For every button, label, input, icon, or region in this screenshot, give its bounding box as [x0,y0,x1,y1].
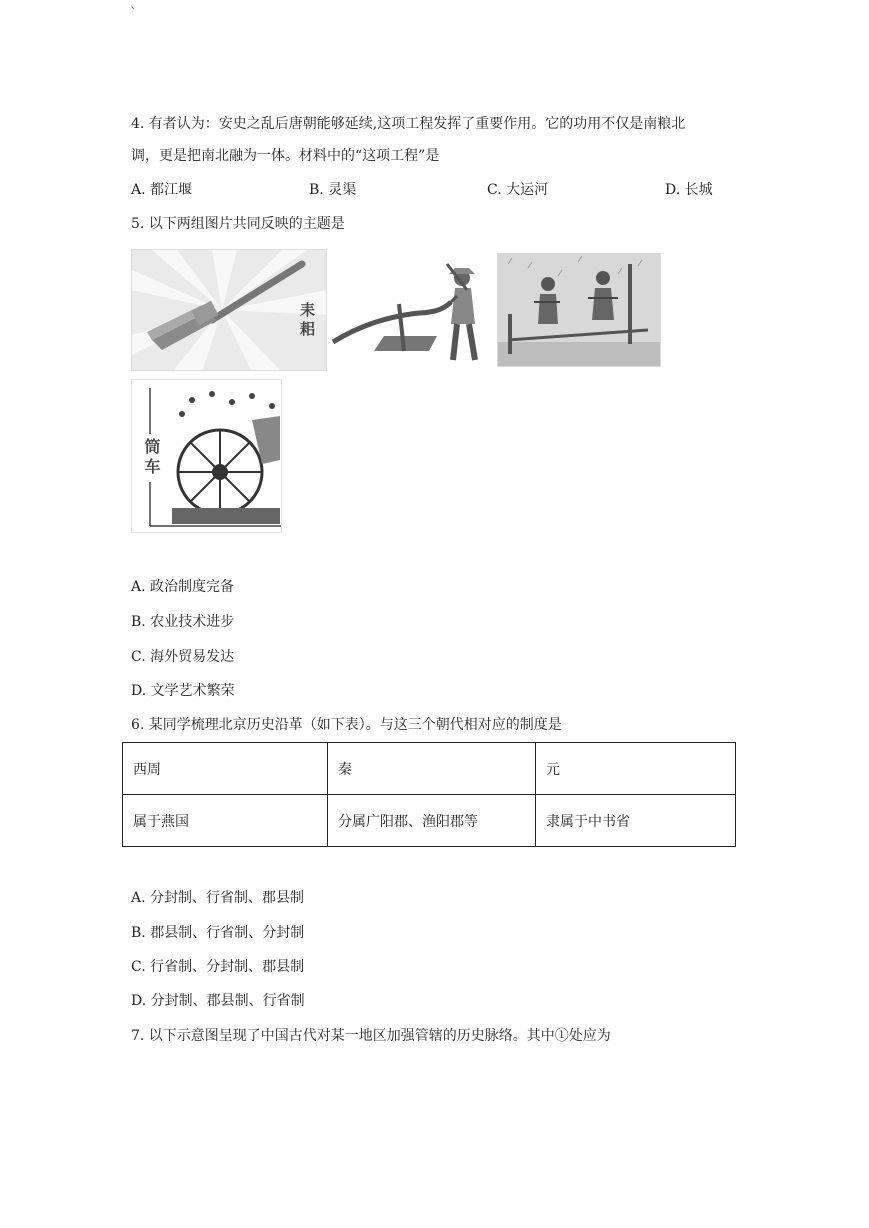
water-wheel-label: 筒车 [140,434,163,482]
q6-option-d[interactable]: D. 分封制、郡县制、行省制 [131,993,305,1009]
curved-plow-figure [329,256,495,364]
q5-option-b[interactable]: B. 农业技术进步 [131,614,235,630]
q4-option-c[interactable]: C. 大运河 [487,182,549,198]
table-header-cell: 西周 [123,743,328,795]
q5-stem: 5. 以下两组图片共同反映的主题是 [131,216,345,232]
header-mark: ` [130,6,137,21]
q7-stem: 7. 以下示意图呈现了中国古代对某一地区加强管辖的历史脉络。其中①处应为 [131,1028,611,1044]
table-cell: 分属广阳郡、渔阳郡等 [328,795,536,847]
table-cell: 属于燕国 [123,795,328,847]
farming-scene-icon [498,254,661,367]
plow-rake-label: 耒耜 [298,302,316,340]
farming-scene-figure [497,253,661,367]
q5-option-d[interactable]: D. 文学艺术繁荣 [131,683,235,699]
q4-option-a[interactable]: A. 都江堰 [131,182,193,198]
q4-stem-line1: 4. 有者认为：安史之乱后唐朝能够延续,这项工程发挥了重要作用。它的功用不仅是南粮北 [131,116,686,132]
q5-option-a[interactable]: A. 政治制度完备 [131,579,235,595]
table-header-cell: 秦 [328,743,536,795]
q6-stem: 6. 某同学梳理北京历史沿革（如下表）。与这三个朝代相对应的制度是 [131,717,562,733]
history-table [122,742,736,847]
q6-option-a[interactable]: A. 分封制、行省制、郡县制 [131,890,305,906]
q4-option-d[interactable]: D. 长城 [665,182,713,198]
table-row [123,795,736,847]
table-header-cell: 元 [536,743,736,795]
q4-option-b[interactable]: B. 灵渠 [309,182,357,198]
water-wheel-figure [131,379,282,533]
q6-option-b[interactable]: B. 郡县制、行省制、分封制 [131,925,305,941]
q5-option-c[interactable]: C. 海外贸易发达 [131,649,235,665]
table-row [123,743,736,795]
plow-rake-figure [131,249,327,371]
curved-plow-icon [329,256,495,364]
q6-option-c[interactable]: C. 行省制、分封制、郡县制 [131,959,305,975]
table-cell: 隶属于中书省 [536,795,736,847]
q4-stem-line2: 调，更是把南北融为一体。材料中的“这项工程”是 [131,148,440,164]
